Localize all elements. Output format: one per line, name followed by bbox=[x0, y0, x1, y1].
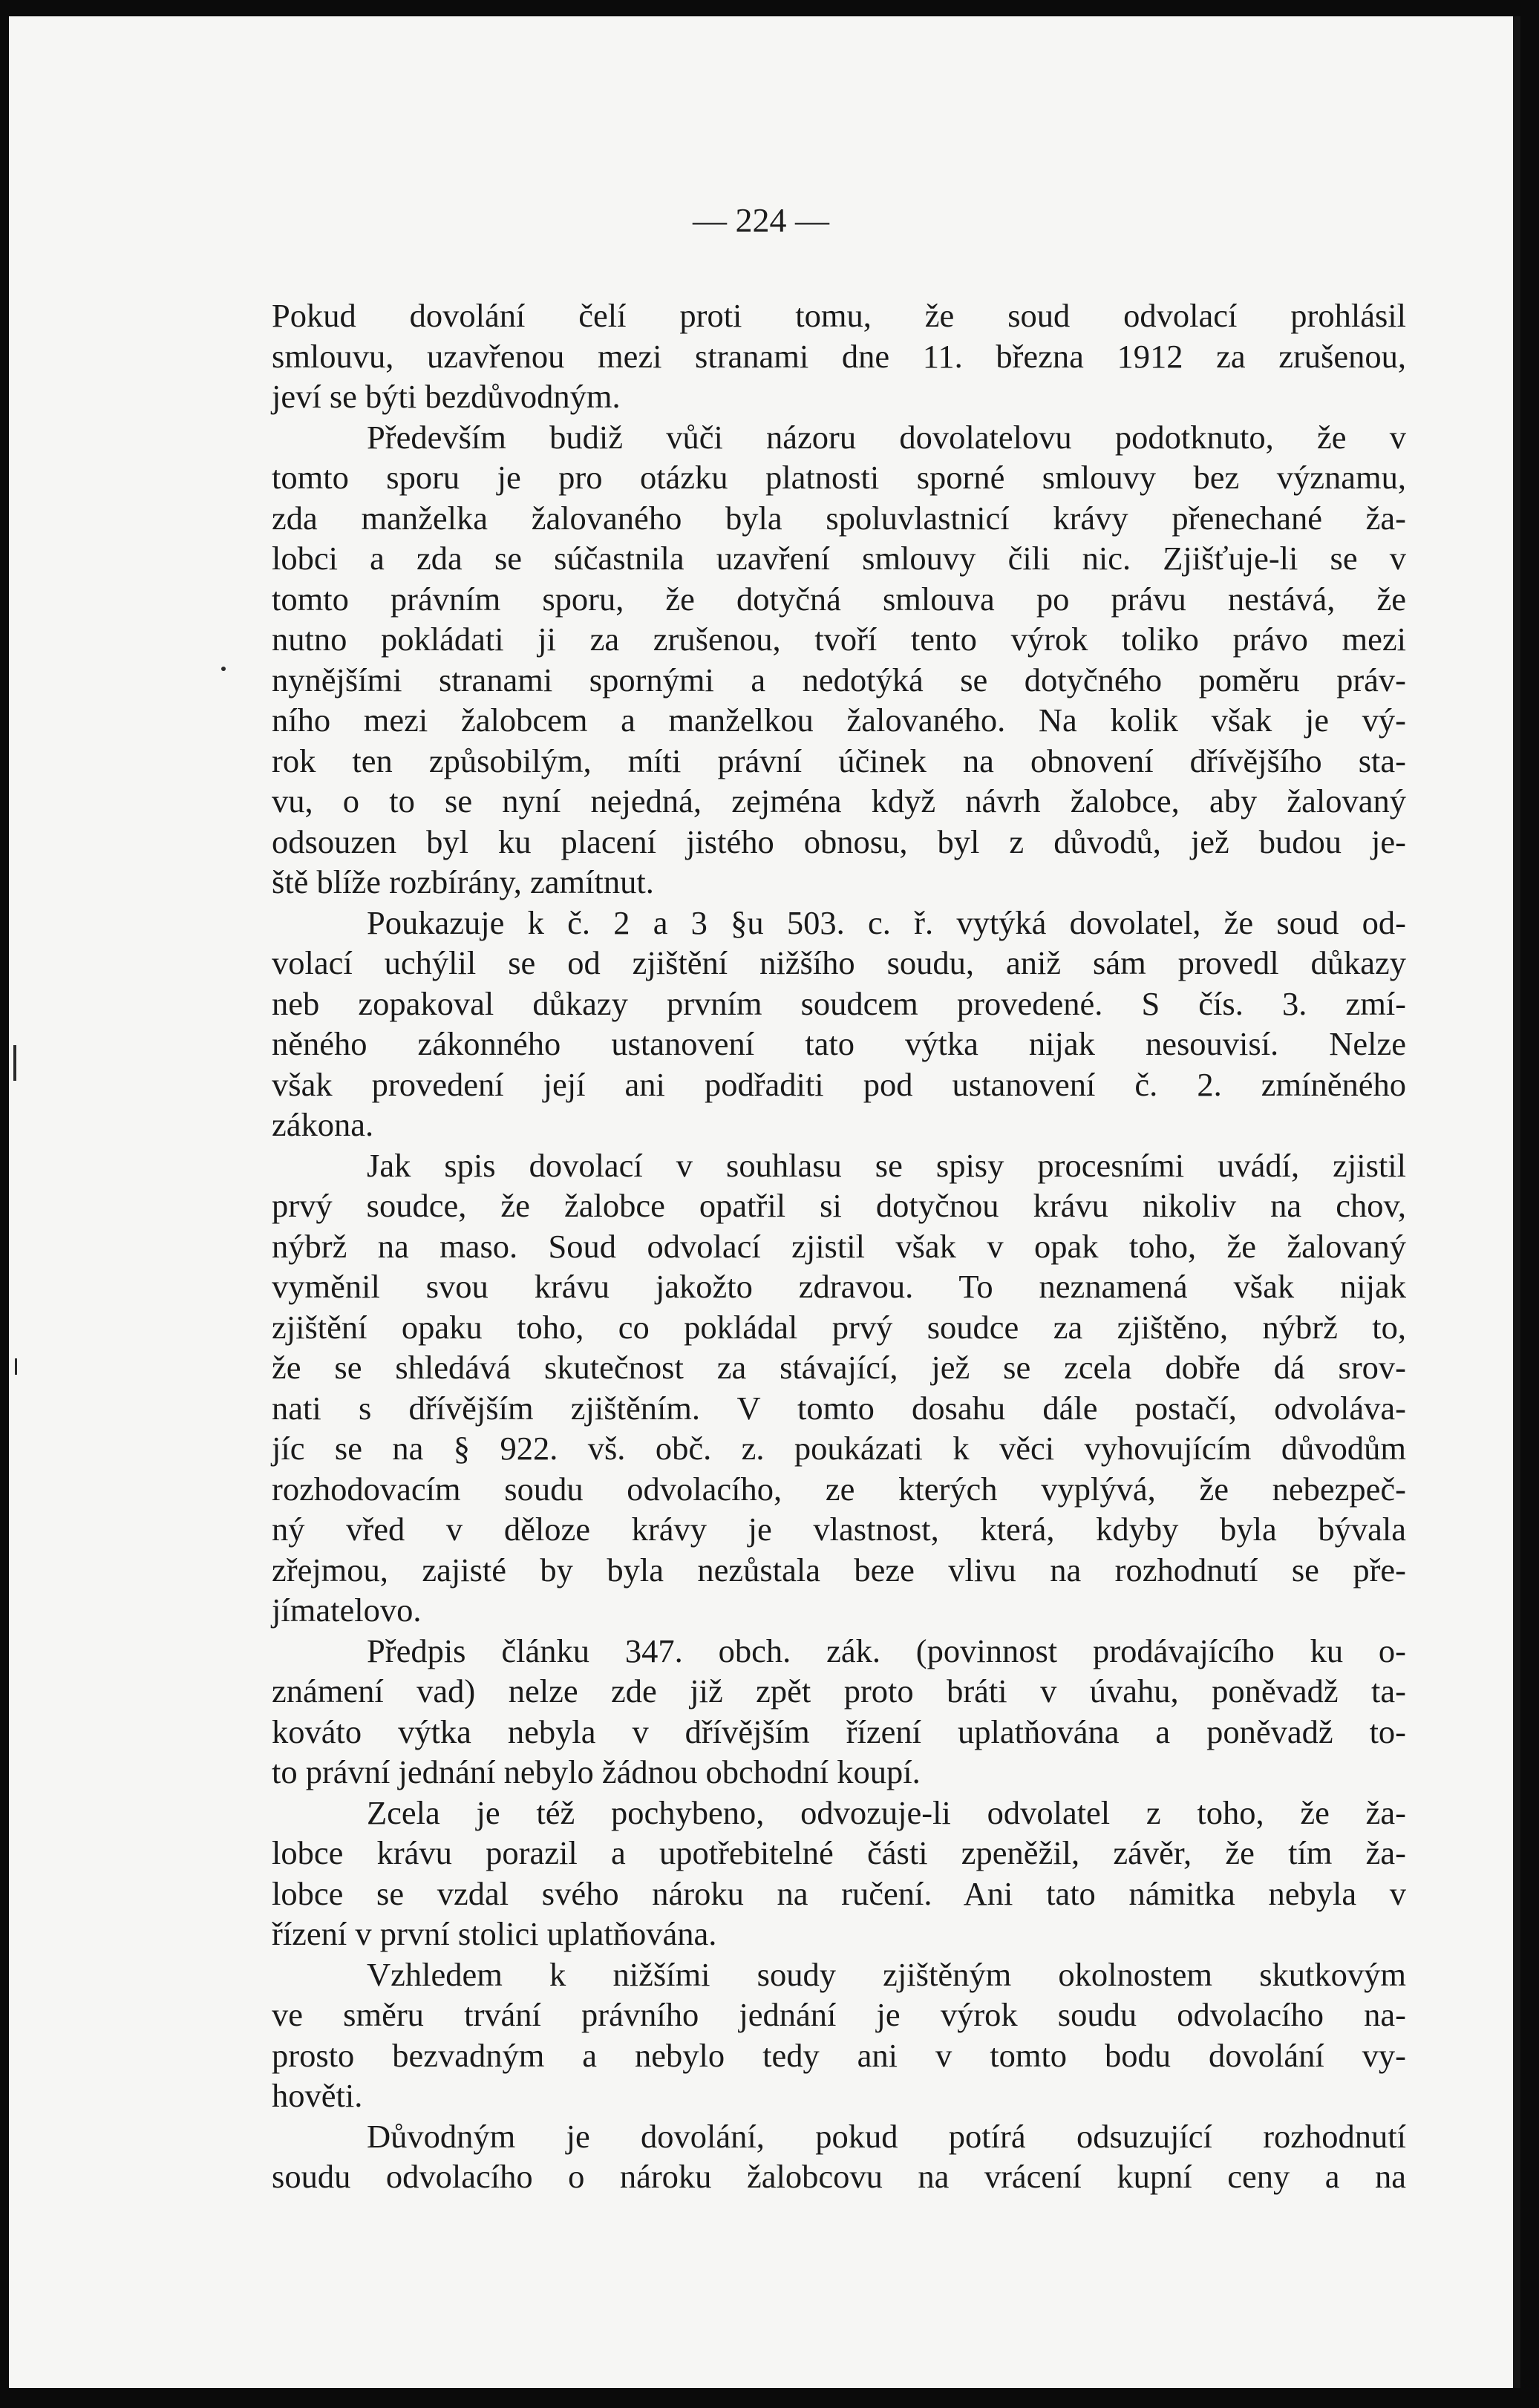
text-line: lobce krávu porazil a upotřebitelné části zpeněžil, závěr, že tím ža- bbox=[272, 1834, 1406, 1871]
text-line: volací uchýlil se od zjištění nižšího soudu, aniž sám provedl důkazy bbox=[272, 944, 1406, 981]
text-line: Především budiž vůči názoru dovolatelovu podotknuto, že v bbox=[367, 418, 1406, 456]
text-line: tomto sporu je pro otázku platnosti sporné smlouvy bez významu, bbox=[272, 459, 1406, 496]
text-line: nutno pokládati ji za zrušenou, tvoří tento výrok toliko právo mezi bbox=[272, 621, 1406, 658]
text-line: ště blíže rozbírány, zamítnut. bbox=[272, 863, 654, 900]
text-line: Pokud dovolání čelí proti tomu, že soud odvolací prohlásil bbox=[272, 297, 1406, 334]
text-line: nýbrž na maso. Soud odvolací zjistil však v opak toho, že žalovaný bbox=[272, 1227, 1406, 1265]
text-line: Důvodným je dovolání, pokud potírá odsuzující rozhodnutí bbox=[367, 2117, 1406, 2155]
text-line: Vzhledem k nižšími soudy zjištěným okolnostem skutkovým bbox=[367, 1955, 1406, 1993]
text-line: rozhodovacím soudu odvolacího, ze kterých vyplývá, že nebezpeč- bbox=[272, 1470, 1406, 1508]
text-line: zákona. bbox=[272, 1106, 374, 1143]
text-line: hověti. bbox=[272, 2077, 363, 2114]
text-line: něného zákonného ustanovení tato výtka nijak nesouvisí. Nelze bbox=[272, 1025, 1406, 1062]
text-line: prvý soudce, že žalobce opatřil si dotyčnou krávu nikoliv na chov, bbox=[272, 1187, 1406, 1224]
text-line: Poukazuje k č. 2 a 3 §u 503. c. ř. vytýká dovolatel, že soud od- bbox=[367, 903, 1406, 941]
text-line: kováto výtka nebyla v dřívějším řízení uplatňována a poněvadž to- bbox=[272, 1712, 1406, 1750]
text-line: jímatelovo. bbox=[272, 1591, 422, 1629]
text-line: jíc se na § 922. vš. obč. z. poukázati k věci vyhovujícím důvodům bbox=[272, 1430, 1406, 1467]
text-line: to právní jednání nebylo žádnou obchodní koupí. bbox=[272, 1753, 921, 1790]
text-line: soudu odvolacího o nároku žalobcovu na vrácení kupní ceny a na bbox=[272, 2158, 1406, 2195]
text-line: řízení v první stolici uplatňována. bbox=[272, 1915, 717, 1952]
text-line: zjištění opaku toho, co pokládal prvý soudce za zjištěno, nýbrž to, bbox=[272, 1308, 1406, 1346]
text-line: známení vad) nelze zde již zpět proto bráti v úvahu, poněvadž ta- bbox=[272, 1672, 1406, 1710]
text-line: lobce se vzdal svého nároku na ručení. Ani tato námitka nebyla v bbox=[272, 1874, 1406, 1912]
text-line: nati s dřívějším zjištěním. V tomto dosahu dále postačí, odvoláva- bbox=[272, 1389, 1406, 1427]
text-line: zřejmou, zajisté by byla nezůstala beze vlivu na rozhodnutí se pře- bbox=[272, 1551, 1406, 1589]
text-line: Zcela je též pochybeno, odvozuje-li odvolatel z toho, že ža- bbox=[367, 1793, 1406, 1831]
text-line: rok ten způsobilým, míti právní účinek na obnovení dřívějšího sta- bbox=[272, 742, 1406, 779]
text-line: ný vřed v děloze krávy je vlastnost, která, kdyby byla bývala bbox=[272, 1511, 1406, 1548]
text-line: prosto bezvadným a nebylo tedy ani v tomto bodu dovolání vy- bbox=[272, 2036, 1406, 2074]
text-line: Jak spis dovolací v souhlasu se spisy procesními uvádí, zjistil bbox=[367, 1146, 1406, 1184]
body-text bbox=[272, 295, 1406, 2197]
scanned-page bbox=[9, 16, 1520, 2388]
text-line: odsouzen byl ku placení jistého obnosu, byl z důvodů, jež budou je- bbox=[272, 822, 1406, 860]
text-line: smlouvu, uzavřenou mezi stranami dne 11. března 1912 za zrušenou, bbox=[272, 337, 1406, 375]
text-line: nynějšími stranami spornými a nedotýká se dotyčného poměru práv- bbox=[272, 661, 1406, 698]
margin-mark bbox=[13, 1045, 16, 1081]
text-line: že se shledává skutečnost za stávající, jež se zcela dobře dá srov- bbox=[272, 1349, 1406, 1386]
text-line: lobci a zda se súčastnila uzavření smlouvy čili nic. Zjišťuje-li se v bbox=[272, 540, 1406, 577]
text-line: ního mezi žalobcem a manželkou žalovaného. Na kolik však je vý- bbox=[272, 701, 1406, 739]
text-line: vu, o to se nyní nejedná, zejména když návrh žalobce, aby žalovaný bbox=[272, 782, 1406, 819]
margin-mark bbox=[221, 667, 226, 671]
text-line: vyměnil svou krávu jakožto zdravou. To neznamená však nijak bbox=[272, 1268, 1406, 1305]
text-line: však provedení její ani podřaditi pod ustanovení č. 2. zmíněného bbox=[272, 1065, 1406, 1103]
page-number: — 224 — bbox=[693, 201, 829, 239]
margin-mark bbox=[15, 1358, 17, 1375]
text-line: neb zopakoval důkazy prvním soudcem provedené. S čís. 3. zmí- bbox=[272, 984, 1406, 1022]
text-line: jeví se býti bezdůvodným. bbox=[272, 378, 621, 415]
text-line: Předpis článku 347. obch. zák. (povinnost prodávajícího ku o- bbox=[367, 1632, 1406, 1669]
text-line: ve směru trvání právního jednání je výrok soudu odvolacího na- bbox=[272, 1996, 1406, 2033]
text-line: zda manželka žalovaného byla spoluvlastnicí krávy přenechané ža- bbox=[272, 499, 1406, 537]
text-line: tomto právním sporu, že dotyčná smlouva po právu nestává, že bbox=[272, 580, 1406, 618]
